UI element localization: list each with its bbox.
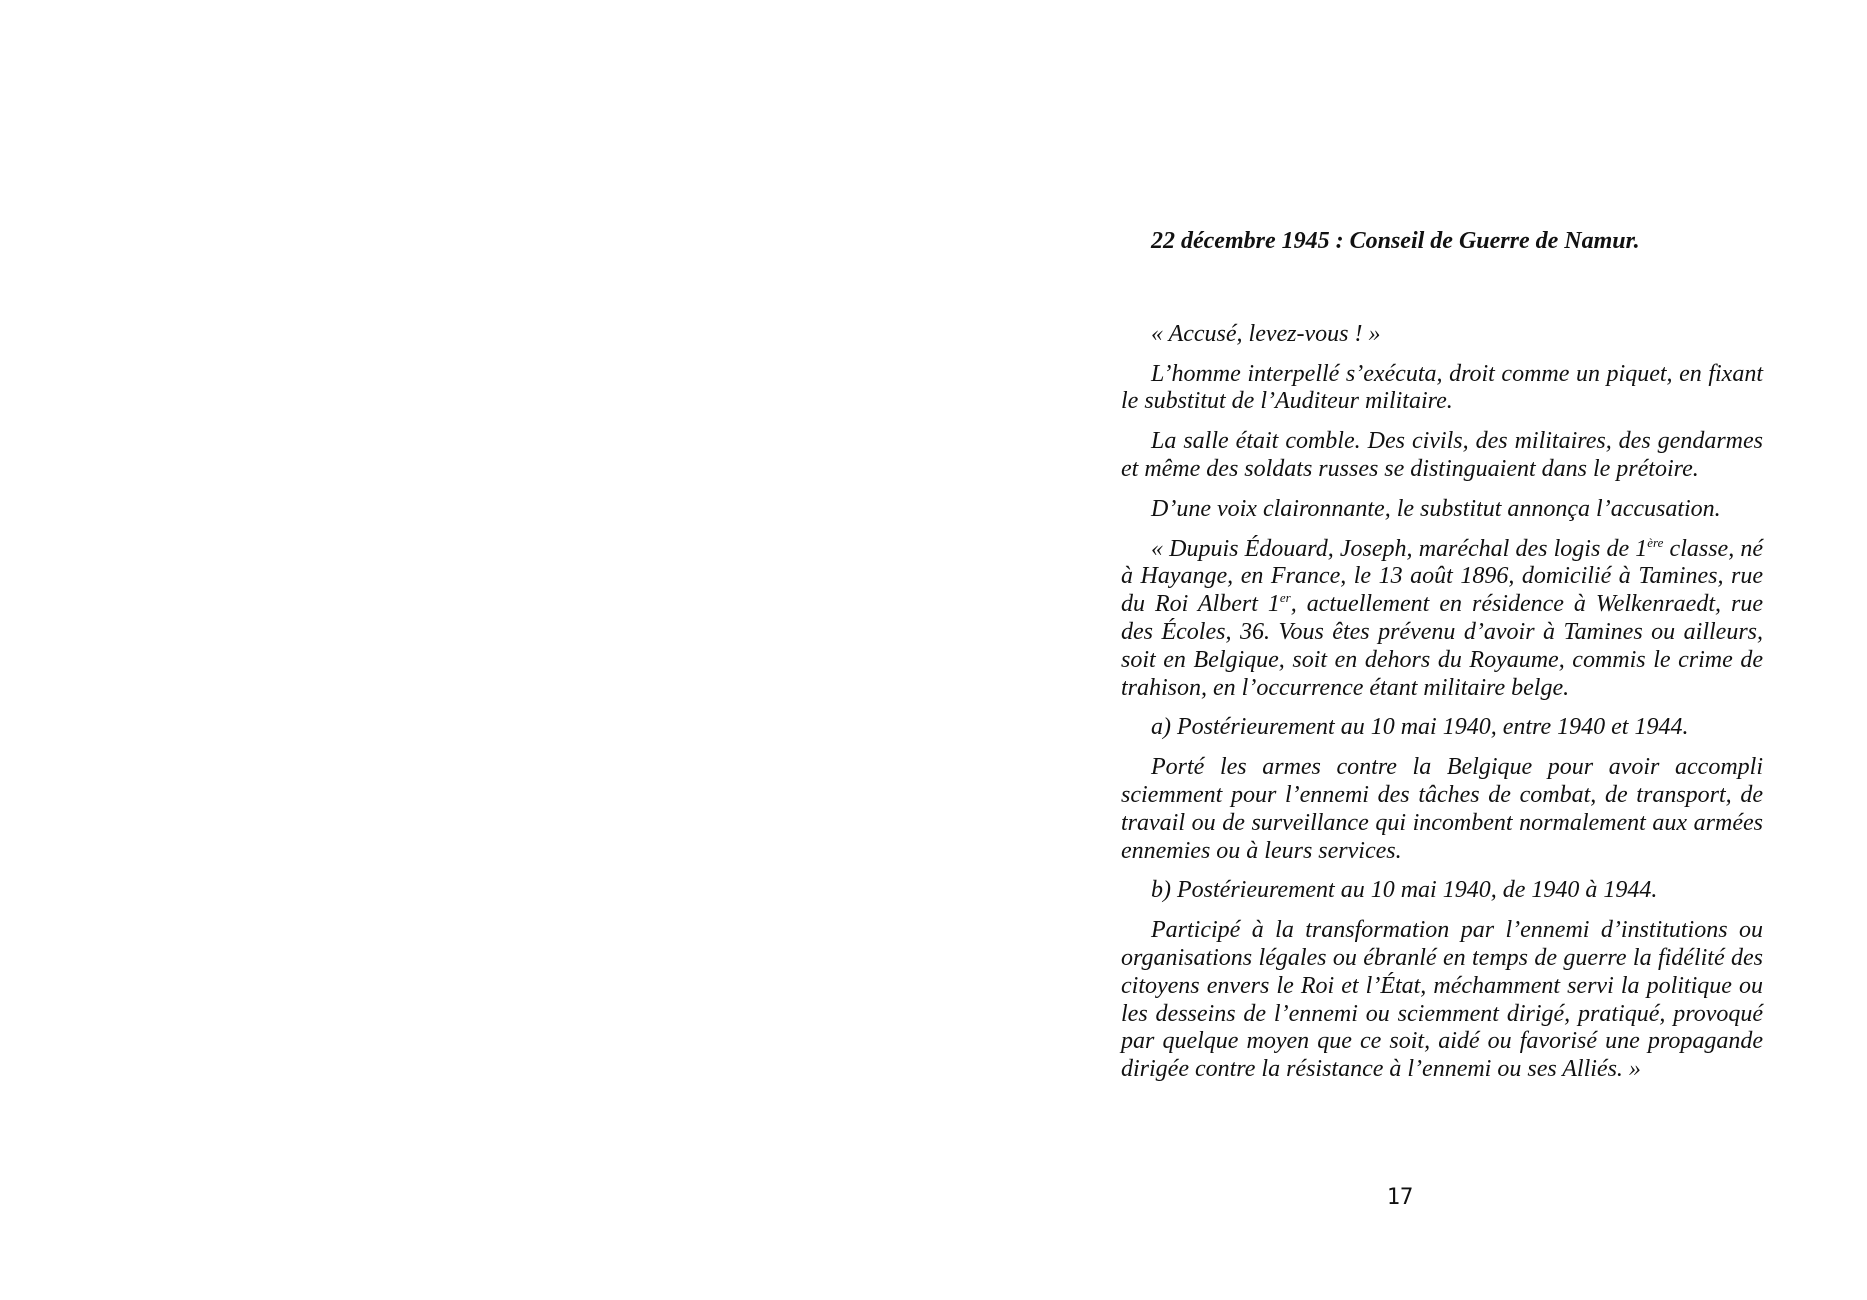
paragraph-participe: Participé à la transformation par l’ennemi d’institutions ou organisations légales ou ébranlé en temps de guerre la fidélité des citoyens envers le Roi et l’État, méchamment servi la politique ou les desseins de l’ennemi ou sciemment dirigé, pratiqué, provoqué par quelque moyen que ce soit, aidé ou favorisé une propagande dirigée contre la résistance à l’ennemi ou ses Alliés. » (1121, 917, 1763, 1083)
left-page-blank (0, 0, 933, 1300)
accusation-text-part2: classe, né à Hayange, en France, le 13 août 1896, domicilié à Tamines, rue du Roi Albert 1 (1121, 535, 1763, 618)
chapter-heading: 22 décembre 1945 : Conseil de Guerre de Namur. (1151, 228, 1640, 254)
paragraph-accusation-dupuis (1121, 536, 1763, 703)
paragraph-charge-a: a) Postérieurement au 10 mai 1940, entre 1940 et 1944. (1151, 714, 1689, 741)
page-number: 17 (1386, 1185, 1414, 1210)
paragraph-accuse-levez-vous: « Accusé, levez-vous ! » (1151, 320, 1381, 347)
paragraph-homme-interpelle: L’homme interpellé s’exécuta, droit comme un piquet, en fixant le substitut de l’Auditeur militaire. (1121, 360, 1763, 415)
superscript-er: er (1279, 590, 1291, 606)
paragraph-porte-les-armes: Porté les armes contre la Belgique pour avoir accompli sciemment pour l’ennemi des tâches de combat, de transport, de travail ou de surveillance qui incombent normalement aux armées ennemies ou à leurs services. (1121, 754, 1763, 864)
accusation-text-part3: , actuellement en résidence à Welkenraedt, rue des Écoles, 36. Vous êtes prévenu d’avoir à Tamines ou ailleurs, soit en Belgique, soit en dehors du Royaume, commis le crime de trahison, en l’occurrence étant militaire belge. (1121, 591, 1763, 701)
chapter-text (1121, 228, 1763, 1096)
paragraph-charge-b: b) Postérieurement au 10 mai 1940, de 1940 à 1944. (1151, 877, 1658, 904)
paragraph-voix-claironnante: D’une voix claironnante, le substitut annonça l’accusation. (1151, 495, 1721, 522)
accusation-text-part1: « Dupuis Édouard, Joseph, maréchal des logis de 1 (1151, 535, 1648, 562)
superscript-ere: ère (1647, 534, 1664, 550)
right-page (933, 0, 1867, 1300)
paragraph-salle-comble: La salle était comble. Des civils, des militaires, des gendarmes et même des soldats russes se distinguaient dans le prétoire. (1121, 428, 1763, 482)
